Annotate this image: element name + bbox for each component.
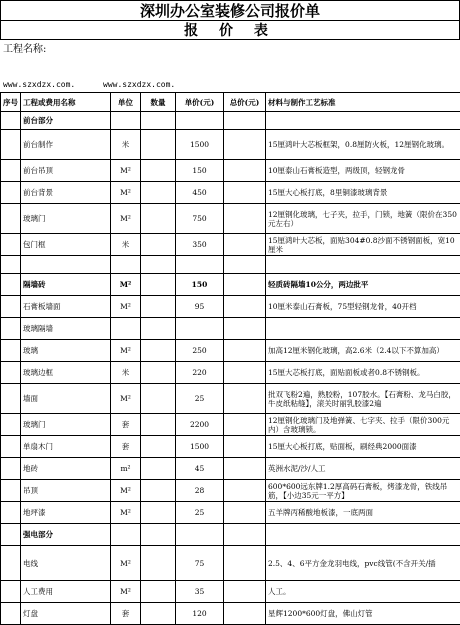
cell-desc: 15厘鸿叶大芯板，面贴304#0.8沙面不锈钢面板，宽10厘米 [266,234,460,256]
cell-unit: M² [111,581,141,603]
cell-unit: 套 [111,436,141,458]
cell-index [1,160,21,182]
cell-desc: 轻质砖隔墙10公分，两边批平 [266,274,460,296]
cell-unit: M² [111,480,141,502]
cell-index [1,603,21,625]
cell-name: 地坪漆 [21,502,111,524]
cell-name: 玻璃隔墙 [21,318,111,340]
cell-index [1,524,21,546]
cell-price [176,112,224,130]
cell-price: 220 [176,362,224,384]
cell-index [1,362,21,384]
cell-price: 35 [176,581,224,603]
cell-total [224,414,266,436]
table-row [1,524,460,546]
cell-index [1,112,21,130]
table-row [1,458,460,480]
cell-price: 750 [176,204,224,234]
cell-desc [266,256,460,274]
header-cell: 数量 [141,93,176,112]
doc-title: 深圳办公室装修公司报价单 [0,0,460,20]
cell-unit: 米 [111,234,141,256]
cell-unit: M² [111,296,141,318]
cell-name [21,256,111,274]
cell-qty [141,340,176,362]
cell-index [1,480,21,502]
table-row [1,274,460,296]
cell-index [1,384,21,414]
cell-name: 吊顶 [21,480,111,502]
cell-name: 玻璃门 [21,414,111,436]
table-row [1,130,460,160]
cell-index [1,182,21,204]
cell-total [224,160,266,182]
cell-desc: 15厘鸿叶大芯板框架，0.8厘防火板，12厘钢化玻璃。 [266,130,460,160]
cell-index [1,436,21,458]
cell-unit: M² [111,384,141,414]
table-row [1,234,460,256]
table-row [1,296,460,318]
cell-name: 石膏板墙面 [21,296,111,318]
cell-price: 1500 [176,130,224,160]
cell-index [1,274,21,296]
cell-price: 150 [176,160,224,182]
cell-price [176,524,224,546]
cell-name: 前台吊顶 [21,160,111,182]
cell-unit: M² [111,340,141,362]
cell-index [1,204,21,234]
cell-price: 45 [176,458,224,480]
cell-price: 1500 [176,436,224,458]
cell-total [224,362,266,384]
header-cell: 序号 [1,93,21,112]
cell-qty [141,274,176,296]
cell-total [224,274,266,296]
cell-name: 玻璃边框 [21,362,111,384]
cell-qty [141,502,176,524]
website-2[interactable]: www.szxdzx.com. [103,78,175,92]
cell-price: 25 [176,502,224,524]
cell-desc [266,524,460,546]
table-row [1,414,460,436]
cell-price: 350 [176,234,224,256]
doc-subtitle: 报 价 表 [0,20,460,40]
cell-price: 150 [176,274,224,296]
cell-unit: m² [111,458,141,480]
cell-desc: 2.5、4、6平方金龙羽电线，pvc线管(不含开关/插 [266,546,460,581]
cell-total [224,603,266,625]
cell-qty [141,436,176,458]
cell-unit: M² [111,204,141,234]
cell-desc [266,112,460,130]
cell-name: 墙面 [21,384,111,414]
cell-name: 地砖 [21,458,111,480]
cell-price: 120 [176,603,224,625]
cell-desc: 15厘大芯板打底，面贴面板或者0.8不锈钢板。 [266,362,460,384]
cell-qty [141,256,176,274]
cell-total [224,182,266,204]
cell-unit: 米 [111,362,141,384]
cell-desc: 600*600远东牌1.2厚高码石膏板，烤漆龙骨，铁线吊筋，【小边35元一平方】 [266,480,460,502]
cell-name: 前台制作 [21,130,111,160]
cell-unit: M² [111,160,141,182]
cell-index [1,502,21,524]
cell-price: 95 [176,296,224,318]
cell-name: 强电部分 [21,524,111,546]
table-row [1,603,460,625]
cell-qty [141,204,176,234]
cell-qty [141,546,176,581]
cell-price [176,318,224,340]
cell-index [1,546,21,581]
cell-total [224,524,266,546]
quote-table [0,92,460,625]
cell-qty [141,581,176,603]
header-cell: 单价(元) [176,93,224,112]
table-row [1,160,460,182]
cell-desc: 10厘泰山石膏板造型，两级顶，轻钢龙骨 [266,160,460,182]
table-row [1,384,460,414]
cell-name: 人工费用 [21,581,111,603]
cell-total [224,256,266,274]
cell-price: 28 [176,480,224,502]
cell-index [1,414,21,436]
cell-total [224,318,266,340]
cell-index [1,130,21,160]
table-header-row [1,93,460,112]
cell-total [224,340,266,362]
cell-name: 电线 [21,546,111,581]
table-row [1,546,460,581]
cell-unit [111,318,141,340]
spacer [0,60,460,78]
cell-qty [141,524,176,546]
header-cell: 总价(元) [224,93,266,112]
cell-qty [141,296,176,318]
table-row [1,112,460,130]
cell-desc [266,318,460,340]
cell-unit [111,256,141,274]
cell-price: 250 [176,340,224,362]
cell-unit [111,112,141,130]
cell-index [1,318,21,340]
cell-desc: 批双飞粉2遍，熟胶粉，107胶水。【石膏粉、龙马白胶，牛皮纸粘缝】，滚关时丽乳胶漆2遍 [266,384,460,414]
cell-unit: 套 [111,414,141,436]
cell-total [224,296,266,318]
cell-name: 玻璃门 [21,204,111,234]
table-row [1,362,460,384]
table-row [1,182,460,204]
cell-index [1,234,21,256]
table-row [1,581,460,603]
cell-price: 75 [176,546,224,581]
cell-unit: M² [111,274,141,296]
cell-total [224,458,266,480]
cell-qty [141,130,176,160]
cell-index [1,340,21,362]
cell-index [1,581,21,603]
header-cell: 工程或费用名称 [21,93,111,112]
project-name-label: 工程名称: [0,40,460,60]
cell-name: 玻璃 [21,340,111,362]
cell-desc: 10厘米泰山石膏板，75型轻钢龙骨，40开档 [266,296,460,318]
cell-qty [141,112,176,130]
cell-qty [141,480,176,502]
cell-unit: 米 [111,130,141,160]
cell-qty [141,458,176,480]
cell-total [224,112,266,130]
cell-price: 450 [176,182,224,204]
table-row [1,204,460,234]
cell-unit [111,524,141,546]
cell-price: 25 [176,384,224,414]
cell-price: 2200 [176,414,224,436]
cell-total [224,204,266,234]
blank-row [1,256,460,274]
cell-name: 前台背景 [21,182,111,204]
cell-desc: 人工。 [266,581,460,603]
cell-index [1,256,21,274]
cell-qty [141,384,176,414]
cell-desc: 12厘钢化玻璃，七子夹，拉手，门锁，地簧（限价在350元左右） [266,204,460,234]
cell-qty [141,234,176,256]
cell-unit: 套 [111,603,141,625]
cell-desc: 英洲水泥/沙/人工 [266,458,460,480]
cell-name: 灯盘 [21,603,111,625]
cell-total [224,546,266,581]
table-row [1,318,460,340]
cell-qty [141,182,176,204]
website-line [0,78,460,92]
cell-unit: M² [111,182,141,204]
table-row [1,502,460,524]
header-cell: 材料与制作工艺标准 [266,93,460,112]
cell-qty [141,603,176,625]
cell-qty [141,318,176,340]
cell-total [224,234,266,256]
cell-qty [141,362,176,384]
cell-name: 包门框 [21,234,111,256]
cell-unit: M² [111,502,141,524]
cell-qty [141,414,176,436]
cell-desc: 星辉1200*600灯盘，佛山灯管 [266,603,460,625]
header-cell: 单位 [111,93,141,112]
cell-total [224,130,266,160]
cell-name: 隔墙砖 [21,274,111,296]
cell-desc: 五羊牌丙稀酸地板漆，一底两面 [266,502,460,524]
cell-unit: M² [111,546,141,581]
cell-desc: 15厘大心板打底，贴面板，刷经典2000面漆 [266,436,460,458]
cell-name: 前台部分 [21,112,111,130]
cell-index [1,296,21,318]
cell-desc: 12厘钢化玻璃门及地弹簧、七字夹、拉手（限价300元内）含玻璃锁。 [266,414,460,436]
cell-index [1,458,21,480]
cell-desc: 15厘大心板打底，8里铜漆玻璃背景 [266,182,460,204]
cell-total [224,480,266,502]
cell-total [224,502,266,524]
cell-total [224,384,266,414]
cell-total [224,581,266,603]
table-row [1,436,460,458]
website-1[interactable]: www.szxdzx.com. [3,78,103,92]
table-row [1,480,460,502]
table-row [1,340,460,362]
cell-desc: 加高12厘米钢化玻璃，高2.6米（2.4以下不算加高） [266,340,460,362]
cell-price [176,256,224,274]
cell-qty [141,160,176,182]
cell-name: 单扇木门 [21,436,111,458]
cell-total [224,436,266,458]
